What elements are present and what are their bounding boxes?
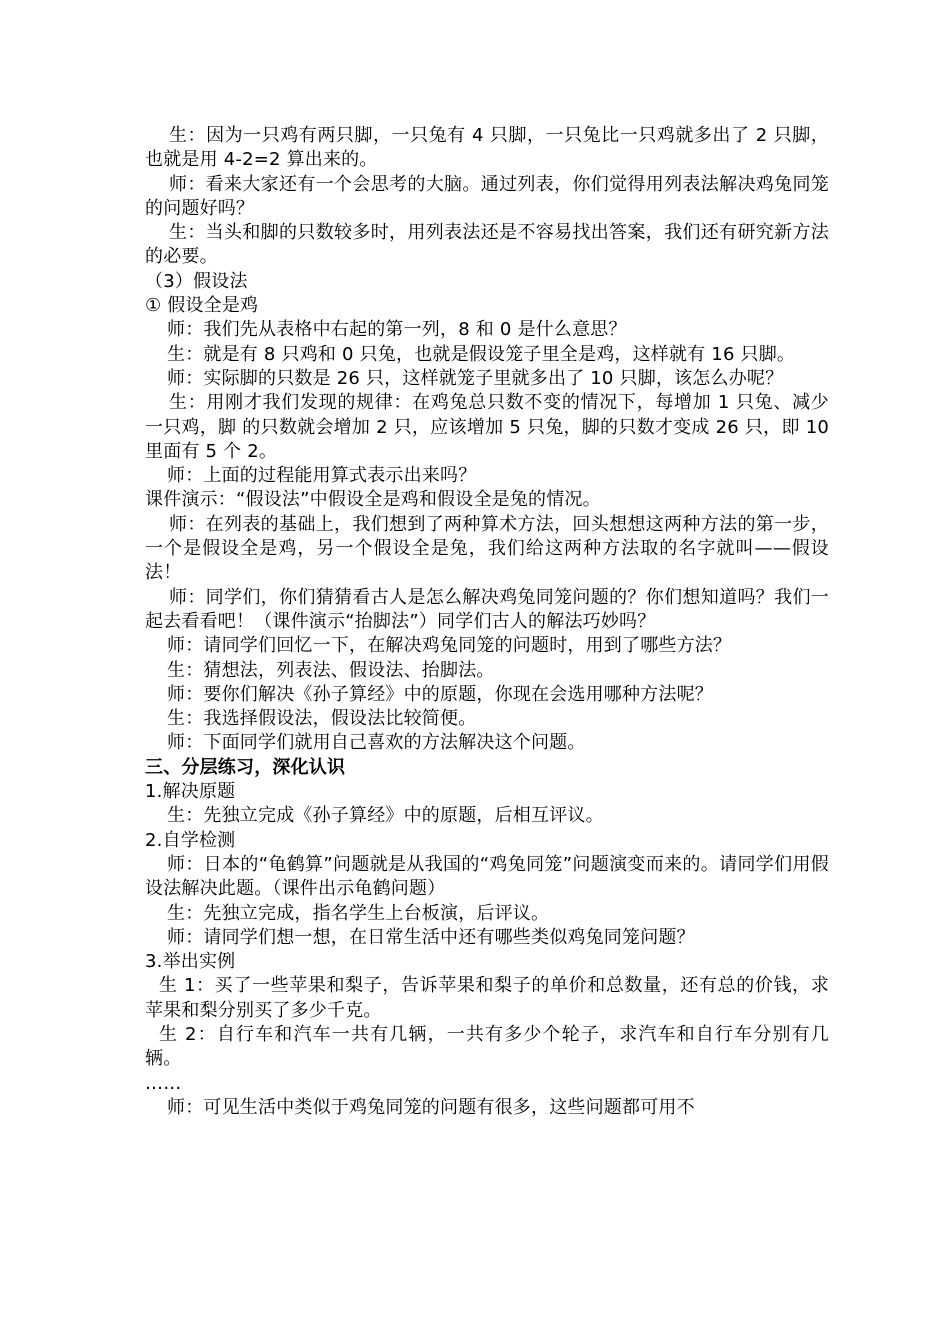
paragraph: 3.举出实例: [145, 951, 236, 973]
paragraph: 生：先独立完成《孙子算经》中的原题，后相互评议。: [167, 805, 604, 827]
paragraph: 生：就是有 8 只鸡和 0 只兔，也就是假设笼子里全是鸡，这样就有 16 只脚。: [167, 343, 796, 365]
paragraph: 师：实际脚的只数是 26 只，这样就笼子里就多出了 10 只脚，该怎么办呢？: [167, 367, 784, 389]
paragraph: 师：我们先从表格中右起的第一列，8 和 0 是什么意思？: [167, 319, 627, 341]
paragraph: 师：请同学们回忆一下，在解决鸡兔同笼的问题时，用到了哪些方法？: [167, 635, 732, 657]
paragraph: 师：同学们，你们猜猜看古人是怎么解决鸡兔同笼问题的？你们想知道吗？我们一起去看看吧！（课件演示“抬脚法”）同学们古人的解法巧妙吗？: [145, 586, 829, 632]
paragraph: （3）假设法: [145, 270, 248, 292]
paragraph: 生：因为一只鸡有两只脚，一只兔有 4 只脚，一只兔比一只鸡就多出了 2 只脚，也就是用 4-2=2 算出来的。: [145, 125, 829, 171]
paragraph: ① 假设全是鸡: [145, 295, 259, 317]
paragraph: 生 1：买了一些苹果和梨子，告诉苹果和梨子的单价和总数量，还有总的价钱，求苹果和梨分别买了多少千克。: [145, 975, 829, 1021]
paragraph: ……: [145, 1072, 182, 1094]
paragraph: 生：猜想法，列表法、假设法、抬脚法。: [167, 659, 495, 681]
paragraph: 2.自学检测: [145, 829, 236, 851]
paragraph: 1.解决原题: [145, 781, 236, 803]
paragraph: 师：可见生活中类似于鸡兔同笼的问题有很多，这些问题都可用不: [167, 1096, 695, 1118]
paragraph: 课件演示：“假设法”中假设全是鸡和假设全是兔的情况。: [145, 489, 601, 511]
document-body: [145, 124, 829, 1120]
paragraph: 师：上面的过程能用算式表示出来吗？: [167, 465, 477, 487]
paragraph: 师：下面同学们就用自己喜欢的方法解决这个问题。: [167, 732, 586, 754]
paragraph: 生：当头和脚的只数较多时，用列表法还是不容易找出答案，我们还有研究新方法的必要。: [145, 222, 829, 268]
paragraph: 生：我选择假设法，假设法比较简便。: [167, 708, 477, 730]
section-heading: 三、分层练习，深化认识: [145, 756, 346, 778]
paragraph: 师：在列表的基础上，我们想到了两种算术方法，回头想想这两种方法的第一步，一个是假设全是鸡，另一个假设全是兔，我们给这两种方法取的名字就叫——假设法！: [145, 513, 829, 584]
paragraph: 生：先独立完成，指名学生上台板演，后评议。: [167, 902, 550, 924]
paragraph: 生：用刚才我们发现的规律：在鸡兔总只数不变的情况下，每增加 1 只兔、减少一只鸡，脚 的只数就会增加 2 只，应该增加 5 只兔，脚的只数才变成 26 只，即 10 里面有 5 个 2。: [145, 392, 829, 462]
paragraph: 师：要你们解决《孙子算经》中的原题，你现在会选用哪种方法呢？: [167, 683, 713, 705]
paragraph: 师：请同学们想一想，在日常生活中还有哪些类似鸡兔同笼问题？: [167, 926, 695, 948]
paragraph: 师：看来大家还有一个会思考的大脑。通过列表，你们觉得用列表法解决鸡兔同笼的问题好吗？: [145, 173, 829, 219]
paragraph: 师：日本的“龟鹤算”问题就是从我国的“鸡兔同笼”问题演变而来的。请同学们用假设法解决此题。（课件出示龟鹤问题）: [145, 853, 829, 900]
paragraph: 生 2：自行车和汽车一共有几辆，一共有多少个轮子，求汽车和自行车分别有几辆。: [145, 1023, 829, 1070]
